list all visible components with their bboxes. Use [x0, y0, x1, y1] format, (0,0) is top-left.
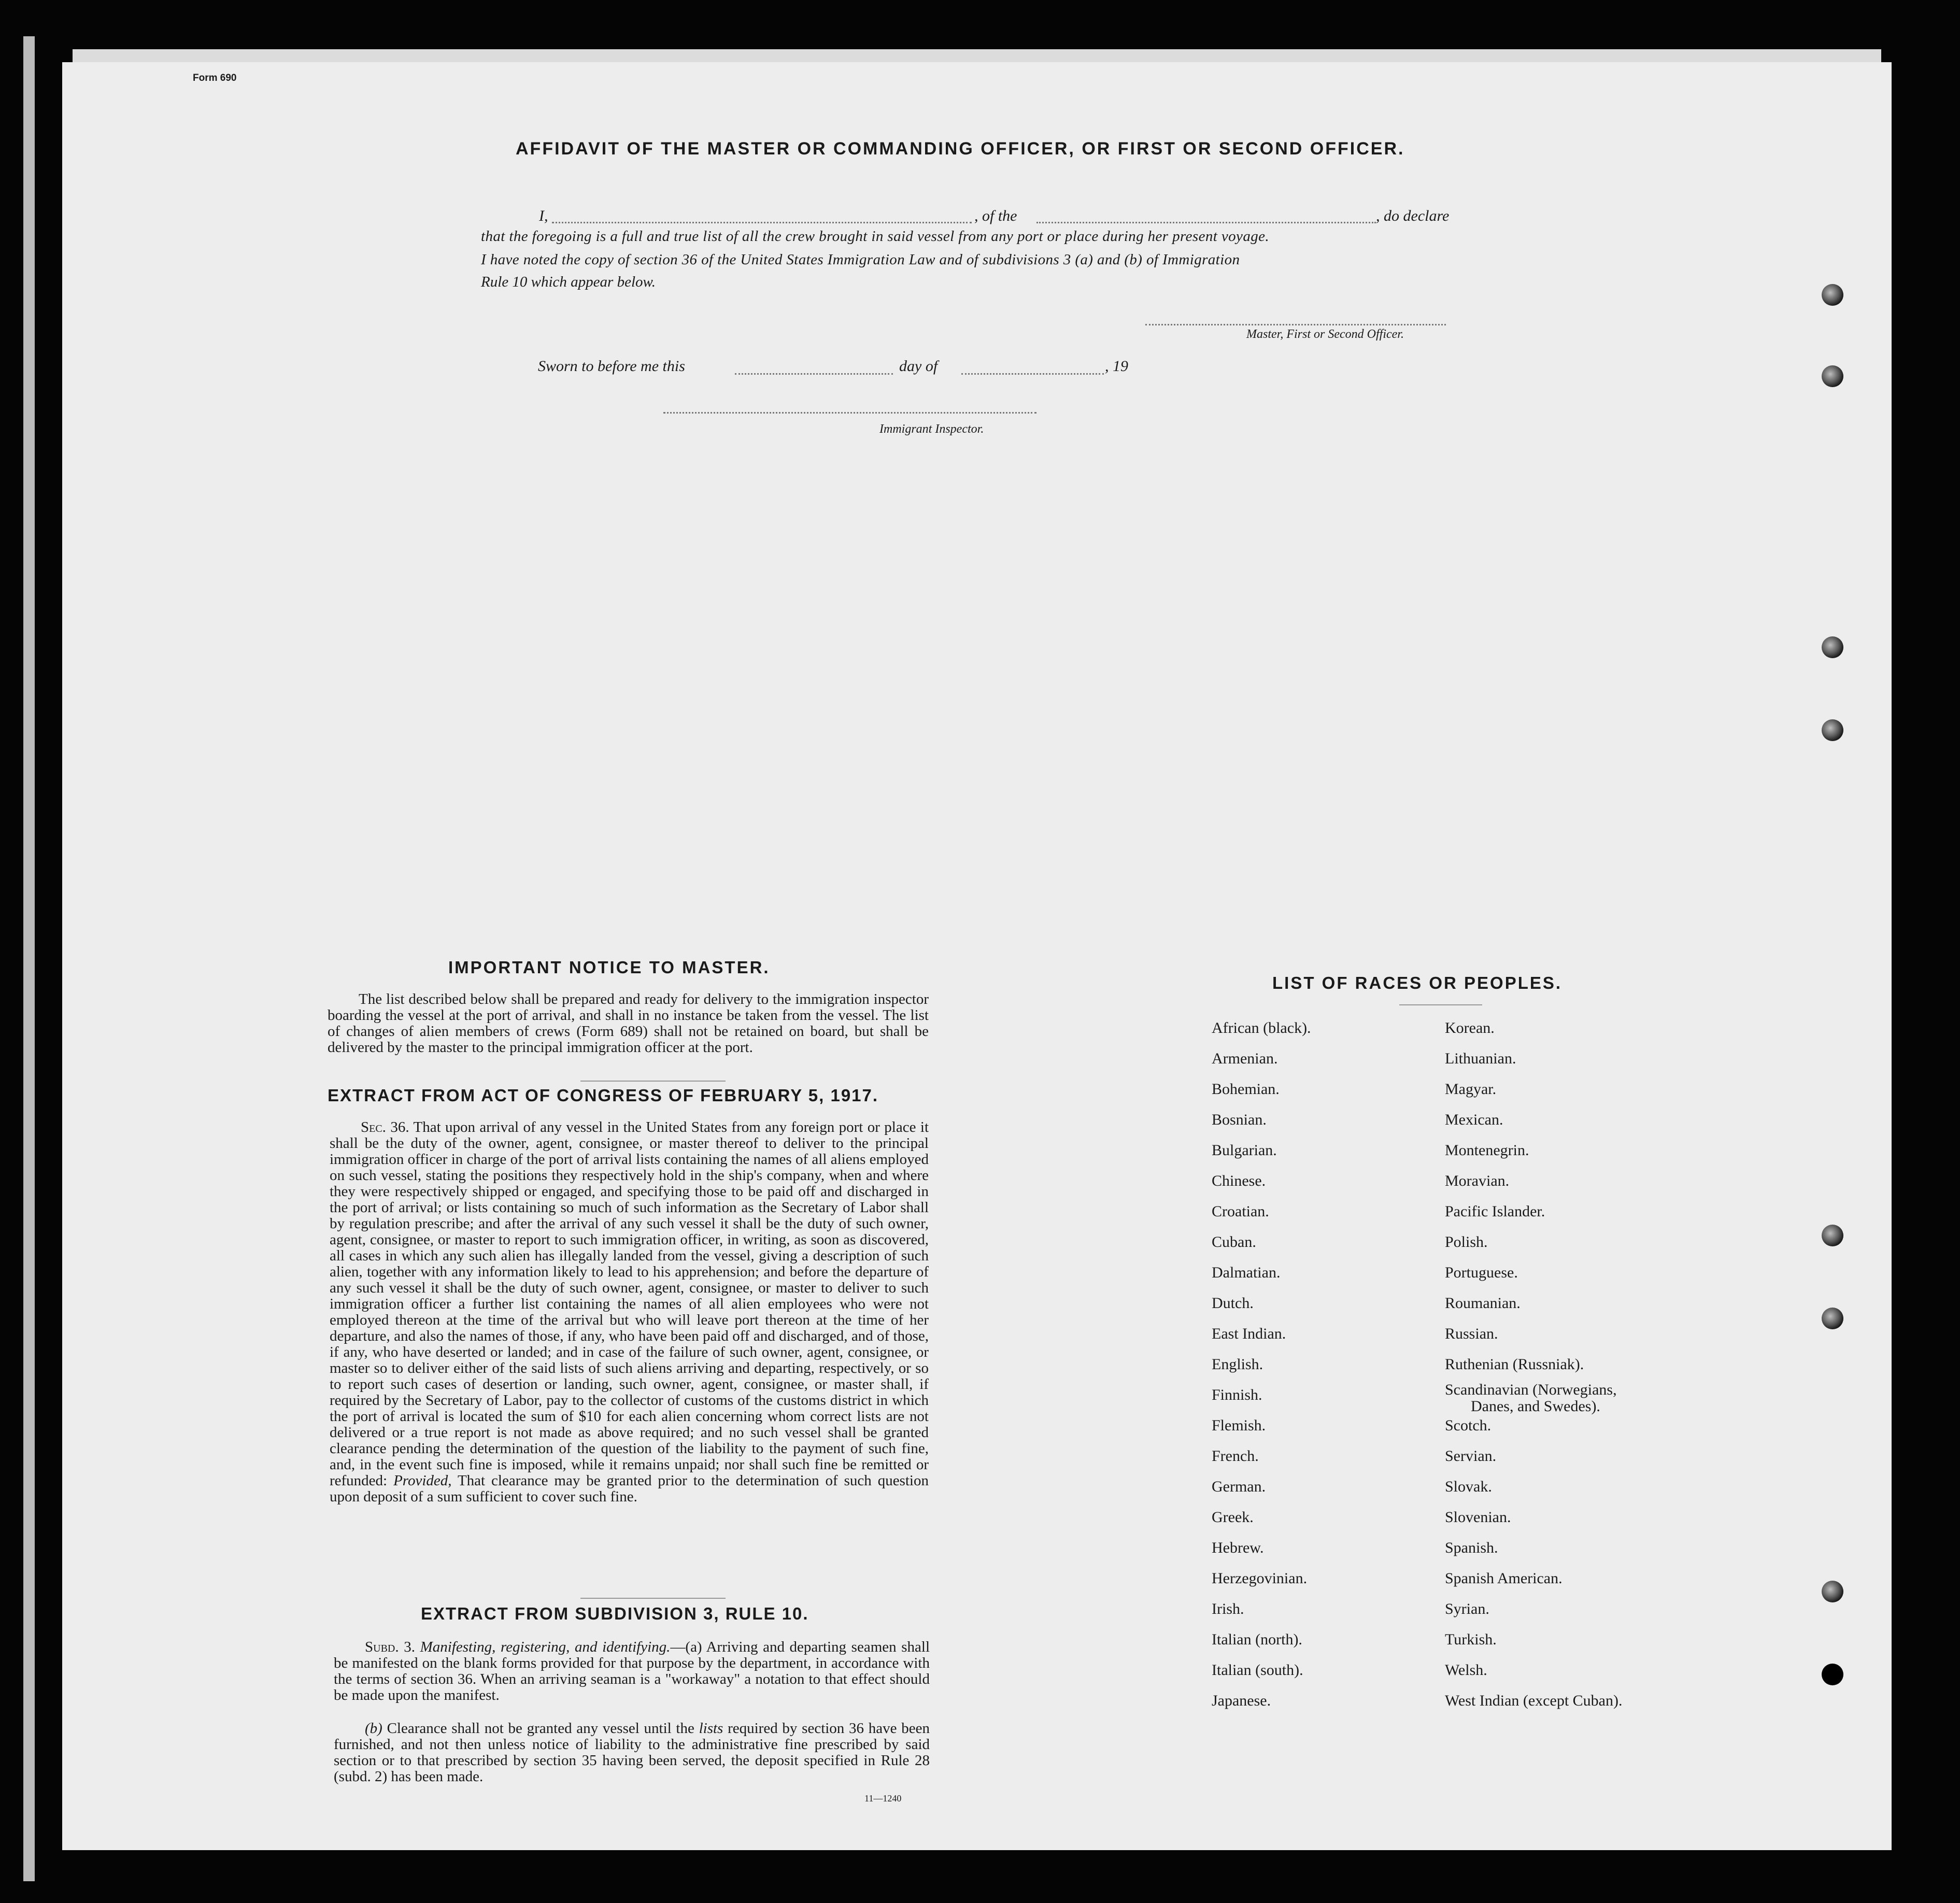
year-text: , 19 [1105, 358, 1128, 375]
vessel-blank-line [1036, 222, 1376, 223]
race-item: Finnish. [1212, 1386, 1262, 1403]
race-item: Italian (south). [1212, 1661, 1303, 1679]
race-item: Slovak. [1445, 1478, 1492, 1495]
binder-hole [1822, 1581, 1843, 1602]
notice-text: The list described below shall be prepared and ready for delivery to the immigration inspector boarding the vessel at the port of arrival, and shall in no instance be taken from the vessel. The list of changes of alien members of crews (Form 689) shall not be retained on board, but shall be delivered by the master to the principal immigration officer at the port. [328, 991, 929, 1056]
races-divider [1399, 1004, 1482, 1005]
subdivision-b-label: (b) [365, 1720, 382, 1737]
race-item: Scandinavian (Norwegians, [1445, 1381, 1617, 1398]
race-item: Croatian. [1212, 1203, 1269, 1220]
race-item: Korean. [1445, 1019, 1495, 1036]
act-divider [580, 1598, 726, 1599]
race-item: Syrian. [1445, 1600, 1489, 1617]
subdivision-heading: Manifesting, registering, and identifying. [420, 1639, 671, 1655]
race-item: Montenegrin. [1445, 1142, 1529, 1159]
race-item: Armenian. [1212, 1050, 1278, 1067]
section-label: Sec. 36. [361, 1119, 409, 1135]
race-item: Hebrew. [1212, 1539, 1264, 1556]
race-item-continuation: Danes, and Swedes). [1471, 1398, 1600, 1415]
affidavit-of-the: , of the [974, 207, 1017, 224]
notice-title: IMPORTANT NOTICE TO MASTER. [448, 958, 770, 977]
race-item: Japanese. [1212, 1692, 1271, 1709]
affidavit-line-1: that the foregoing is a full and true list of all the crew brought in said vessel from any port or place during her present voyage. [481, 228, 1270, 245]
affidavit-title: AFFIDAVIT OF THE MASTER OR COMMANDING OFFICER, OR FIRST OR SECOND OFFICER. [516, 139, 1405, 159]
race-item: Herzegovinian. [1212, 1570, 1308, 1587]
subdivision-a-text: —(a) Arriving and departing seamen shall be manifested on the blank forms provided for that purpose by the department, in accordance with the terms of section 36. When an arriving seaman is a "workaway" a notation to that effect should be made upon the manifest. [334, 1639, 930, 1703]
race-item: Scotch. [1445, 1417, 1492, 1434]
subdivision-label: Subd. 3. [365, 1639, 415, 1655]
binder-hole [1822, 365, 1843, 387]
race-item: Bulgarian. [1212, 1142, 1277, 1159]
race-item: Dutch. [1212, 1295, 1254, 1312]
binder-hole [1822, 636, 1843, 658]
race-item: Magyar. [1445, 1081, 1497, 1098]
race-item: Portuguese. [1445, 1264, 1518, 1281]
race-item: Slovenian. [1445, 1509, 1511, 1526]
race-item: Greek. [1212, 1509, 1254, 1526]
race-item: African (black). [1212, 1019, 1311, 1036]
affidavit-line-2: I have noted the copy of section 36 of the United States Immigration Law and of subdivisions 3 (a) and (b) of Immigration [481, 251, 1240, 268]
sworn-text: Sworn to before me this [538, 358, 685, 375]
notice-divider [580, 1081, 726, 1082]
race-item: Spanish American. [1445, 1570, 1563, 1587]
race-item: English. [1212, 1356, 1263, 1373]
act-extract-text [330, 1119, 929, 1505]
races-title: LIST OF RACES OR PEOPLES. [1272, 973, 1563, 992]
signature-line [1145, 324, 1446, 325]
race-item: Flemish. [1212, 1417, 1266, 1434]
rule-paragraph-b [334, 1721, 930, 1785]
binding-strip [23, 36, 35, 1881]
race-item: Pacific Islander. [1445, 1203, 1545, 1220]
name-blank-line [552, 222, 972, 223]
binder-hole [1822, 1225, 1843, 1246]
race-item: Ruthenian (Russniak). [1445, 1356, 1584, 1373]
subdivision-b-start: Clearance shall not be granted any vessel until the [387, 1720, 694, 1737]
binder-hole [1822, 1308, 1843, 1329]
inspector-label: Immigrant Inspector. [879, 422, 984, 436]
race-item: Polish. [1445, 1233, 1488, 1251]
inspector-line [663, 412, 1036, 414]
affidavit-i: I, [539, 207, 548, 224]
section-36-body: That upon arrival of any vessel in the United States from any foreign port or place it shall be the duty of the owner, agent, consignee, or master thereof to deliver to the principal immigration officer in charge of the port of arrival lists containing the names of all aliens employed on such vessel, stating the positions they respectively hold in the ship's company, when and where they were respectively shipped or engaged, and specifying those to be paid off and discharged in the port of arrival; or lists containing so much of such information as the Secretary of Labor shall by regulation prescribe; and after the arrival of any such vessel it shall be the duty of such owner, agent, consignee, or master to report to such immigration officer, in writing, as soon as discovered, all cases in which any such alien has illegally landed from the vessel, giving a description of such alien, together with any information likely to lead to his apprehension; and before the departure of any such vessel it shall be the duty of such owner, agent, consignee, or master to deliver to such immigration officer a further list containing the names of all alien employees who were not employed thereon at the time of the arrival but who will leave port thereon at the time of her departure, and also the names of those, if any, who have been paid off and discharged, and of those, if any, who have deserted or landed; and in case of the failure of such owner, agent, consignee, or master so to deliver either of the said lists of such aliens arriving and departing, respectively, or so to report such cases of desertion or landing, such owner, agent, consignee, or master shall, if required by the Secretary of Labor, pay to the collector of customs of the customs district in which the port of arrival is located the sum of $10 for each alien concerning whom correct lists are not delivered or a true report is not made as above required; and no such vessel shall be granted clearance pending the determination of the question of the liability to the payment of such fine, and, in the event such fine is imposed, while it remains unpaid; nor shall such fine be remitted or refunded: [330, 1119, 929, 1489]
act-extract-title: EXTRACT FROM ACT OF CONGRESS OF FEBRUARY 5, 1917. [328, 1086, 879, 1105]
rule-paragraph-a [334, 1639, 930, 1703]
race-item: Russian. [1445, 1325, 1498, 1342]
race-item: Chinese. [1212, 1172, 1266, 1189]
binder-hole [1822, 1664, 1843, 1685]
race-item: Irish. [1212, 1600, 1244, 1617]
race-item: East Indian. [1212, 1325, 1286, 1342]
race-item: Servian. [1445, 1447, 1497, 1465]
form-number: Form 690 [193, 73, 237, 83]
race-item: Turkish. [1445, 1631, 1497, 1648]
rule-extract-title: EXTRACT FROM SUBDIVISION 3, RULE 10. [421, 1604, 809, 1623]
affidavit-do-declare: , do declare [1376, 207, 1450, 224]
document-page [62, 62, 1892, 1850]
race-item: Welsh. [1445, 1661, 1487, 1679]
day-of-text: day of [899, 358, 938, 375]
subdivision-b-text: required by section 36 have been furnished, and not then unless notice of liability to the administrative fine prescribed by said section or to that prescribed by section 35 having been served, the deposit specified in Rule 28 (subd. 2) has been made. [334, 1720, 930, 1785]
binder-hole [1822, 719, 1843, 741]
race-item: Spanish. [1445, 1539, 1498, 1556]
race-item: German. [1212, 1478, 1266, 1495]
binder-hole [1822, 284, 1843, 306]
section-36-end: That clearance may be granted prior to the determination of such question upon deposit of a sum sufficient to cover such fine. [330, 1472, 929, 1505]
race-item: Bohemian. [1212, 1081, 1280, 1098]
provided-word: Provided, [393, 1472, 452, 1489]
race-item: Roumanian. [1445, 1295, 1521, 1312]
race-item: French. [1212, 1447, 1259, 1465]
race-item: Mexican. [1445, 1111, 1503, 1128]
subdivision-b-lists: lists [699, 1720, 723, 1737]
race-item: Cuban. [1212, 1233, 1256, 1251]
month-blank-line [961, 373, 1104, 375]
signature-label: Master, First or Second Officer. [1246, 328, 1404, 341]
day-blank-line [735, 373, 893, 375]
race-item: Lithuanian. [1445, 1050, 1516, 1067]
race-item: Italian (north). [1212, 1631, 1302, 1648]
race-item: Bosnian. [1212, 1111, 1267, 1128]
affidavit-line-3: Rule 10 which appear below. [481, 274, 656, 290]
race-item: Moravian. [1445, 1172, 1510, 1189]
print-code: 11—1240 [864, 1793, 902, 1803]
race-item: Dalmatian. [1212, 1264, 1281, 1281]
race-item: West Indian (except Cuban). [1445, 1692, 1623, 1709]
